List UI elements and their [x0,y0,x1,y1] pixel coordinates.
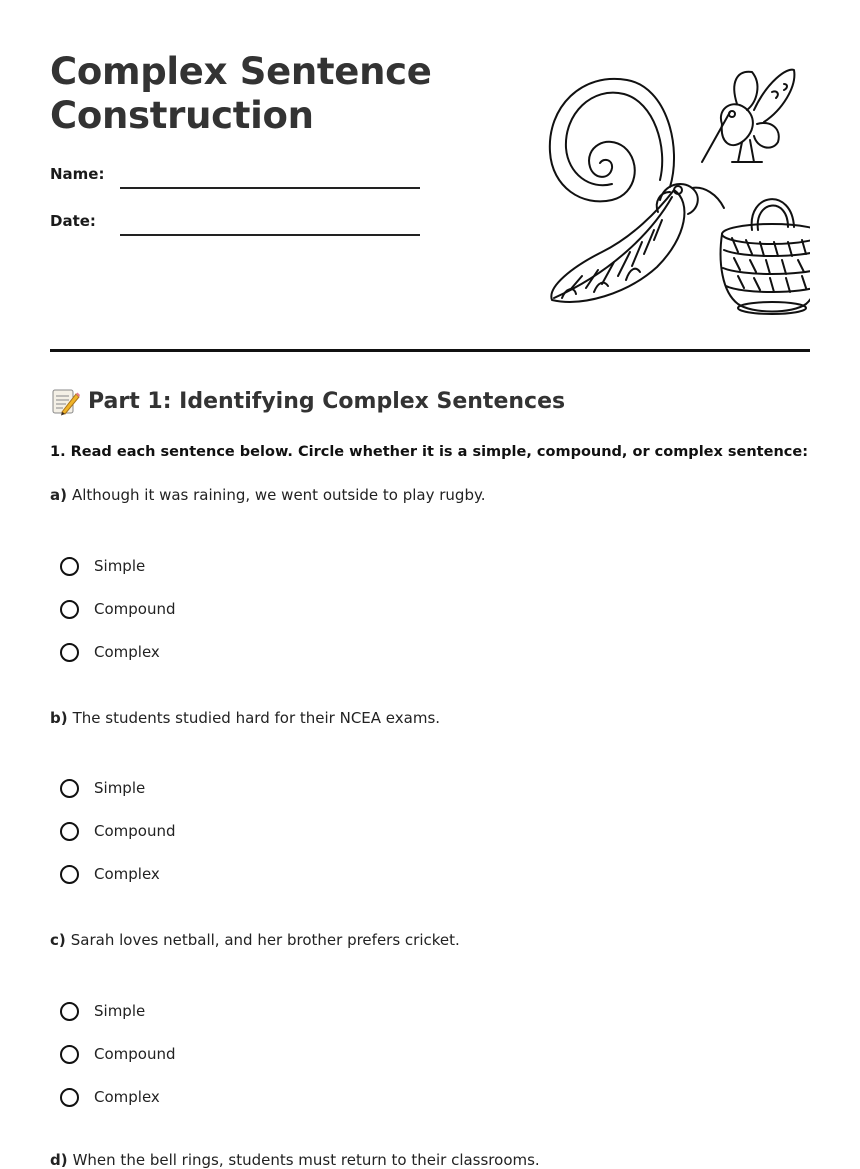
option-label: Complex [94,1088,160,1106]
option-compound-c[interactable] [60,1041,176,1067]
option-simple-a[interactable] [60,553,145,579]
option-compound-b[interactable] [60,818,176,844]
question-letter: d) [50,1151,68,1169]
option-complex-a[interactable] [60,639,160,665]
option-label: Complex [94,865,160,883]
option-label: Simple [94,1002,146,1020]
radio-circle[interactable] [60,1002,79,1021]
option-label: Simple [94,557,146,575]
question-c [50,931,460,949]
option-label: Compound [94,1045,176,1063]
radio-circle[interactable] [60,643,79,662]
instruction-text: 1. Read each sentence below. Circle whether it is a simple, compound, or complex sentence: [50,444,809,460]
question-letter: c) [50,931,66,949]
name-label: Name: [50,165,105,183]
radio-circle[interactable] [60,865,79,884]
option-label: Compound [94,600,176,618]
part1-heading [50,386,565,416]
option-complex-b[interactable] [60,861,160,887]
option-label: Compound [94,822,176,840]
radio-circle[interactable] [60,1088,79,1107]
part1-heading-text: Part 1: Identifying Complex Sentences [88,388,566,414]
page-title: Complex Sentence Construction [50,50,432,137]
option-simple-b[interactable] [60,775,145,801]
question-text: Although it was raining, we went outside to play rugby. [71,486,486,504]
radio-circle[interactable] [60,822,79,841]
pencil-memo-icon [50,386,80,416]
question-a [50,486,485,504]
option-compound-a[interactable] [60,596,176,622]
question-text: Sarah loves netball, and her brother prefers cricket. [70,931,460,949]
question-letter: a) [50,486,67,504]
radio-circle[interactable] [60,1045,79,1064]
section-divider [50,349,810,352]
question-letter: b) [50,709,68,727]
option-label: Simple [94,779,146,797]
radio-circle[interactable] [60,779,79,798]
date-label: Date: [50,212,96,230]
question-text: The students studied hard for their NCEA exams. [72,709,441,727]
radio-circle[interactable] [60,557,79,576]
option-label: Complex [94,643,160,661]
birds-and-basket-illustration [542,62,810,318]
radio-circle[interactable] [60,600,79,619]
question-b [50,709,440,727]
question-d [50,1151,540,1169]
date-field[interactable] [120,234,420,236]
option-simple-c[interactable] [60,998,145,1024]
name-field[interactable] [120,187,420,189]
option-complex-c[interactable] [60,1084,160,1110]
question-text: When the bell rings, students must return to their classrooms. [72,1151,540,1169]
